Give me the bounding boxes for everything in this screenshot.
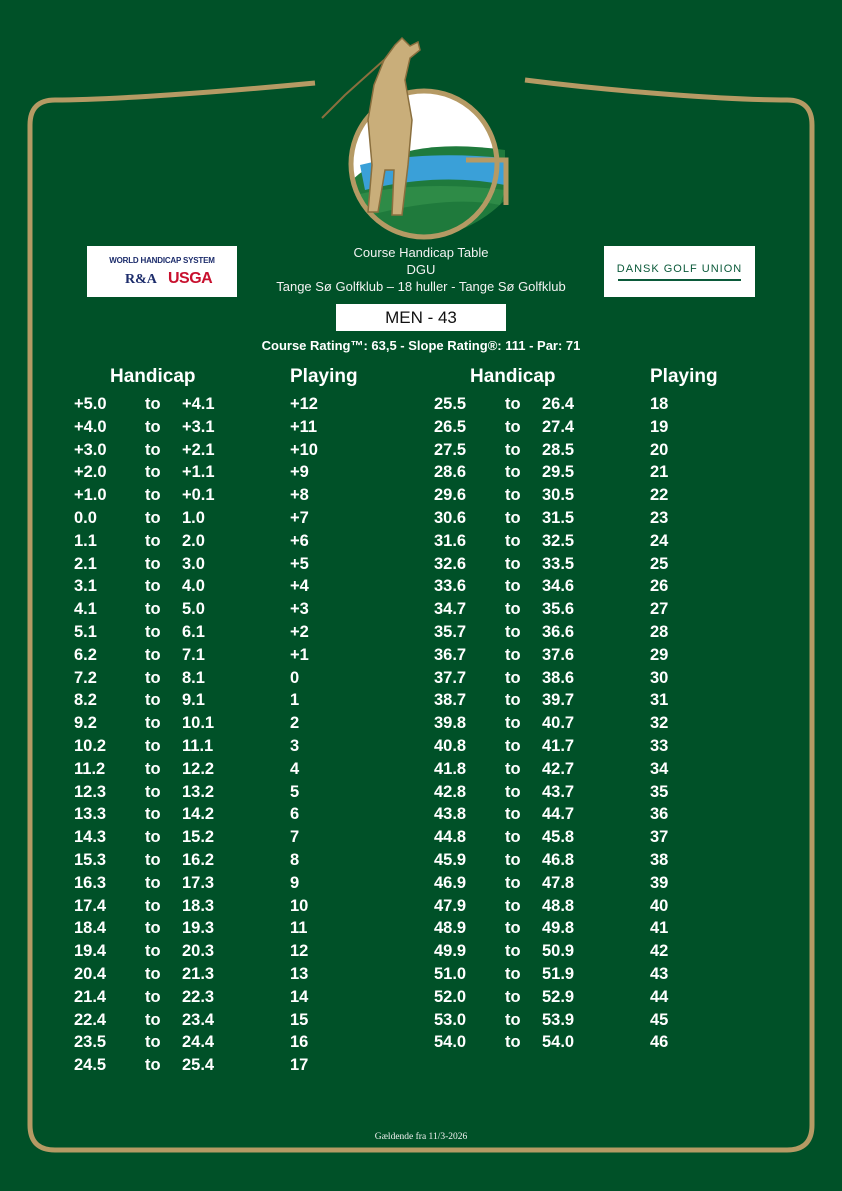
handicap-to: 15.2 [182, 828, 215, 847]
handicap-to: 39.7 [542, 691, 575, 710]
playing-handicap: +11 [290, 417, 318, 436]
playing-handicap: 12 [290, 942, 309, 961]
to-label: to [505, 1033, 521, 1052]
handicap-to: 46.8 [542, 851, 575, 869]
to-label: to [145, 919, 161, 938]
playing-handicap: 30 [650, 668, 669, 687]
to-label: to [505, 623, 521, 641]
playing-handicap: 6 [290, 805, 300, 824]
to-label: to [505, 737, 521, 755]
to-label: to [505, 942, 521, 961]
playing-handicap: 31 [650, 691, 669, 710]
handicap-to: 17.3 [182, 873, 215, 892]
handicap-from: 53.0 [434, 1010, 467, 1029]
playing-handicap: 0 [290, 668, 300, 687]
table-title: Course Handicap Table [353, 245, 489, 260]
playing-handicap: 1 [290, 691, 300, 710]
handicap-from: 17.4 [74, 896, 107, 915]
to-label: to [505, 873, 521, 892]
to-label: to [505, 554, 521, 573]
playing-handicap: 43 [650, 965, 669, 983]
handicap-from: 7.2 [74, 668, 97, 687]
handicap-to: 9.1 [182, 691, 205, 710]
handicap-to: 14.2 [182, 805, 215, 824]
handicap-to: 48.8 [542, 896, 575, 915]
to-label: to [505, 782, 521, 801]
course-name: Tange Sø Golfklub – 18 huller - Tange Sø Golfklub [276, 279, 566, 294]
handicap-from: 48.9 [434, 919, 467, 938]
handicap-from: 44.8 [434, 828, 467, 847]
handicap-from: +2.0 [74, 463, 107, 482]
handicap-to: 38.6 [542, 668, 575, 687]
handicap-from: 12.3 [74, 782, 107, 801]
to-label: to [505, 965, 521, 983]
handicap-to: 43.7 [542, 782, 575, 801]
handicap-to: 13.2 [182, 782, 215, 801]
playing-handicap: +10 [290, 440, 318, 459]
handicap-from: 9.2 [74, 714, 97, 733]
playing-handicap: 20 [650, 440, 669, 459]
handicap-to: 51.9 [542, 965, 575, 983]
right-handicap-header: Handicap [470, 366, 556, 387]
handicap-from: 22.4 [74, 1010, 107, 1029]
handicap-to: 54.0 [542, 1033, 575, 1052]
handicap-to: 8.1 [182, 668, 205, 687]
handicap-from: 33.6 [434, 577, 467, 596]
handicap-from: 13.3 [74, 805, 107, 824]
handicap-to: 10.1 [182, 714, 215, 733]
to-label: to [145, 1033, 161, 1052]
handicap-from: 0.0 [74, 509, 97, 527]
to-label: to [505, 987, 521, 1006]
to-label: to [505, 645, 521, 664]
playing-handicap: 8 [290, 851, 300, 869]
handicap-to: 53.9 [542, 1010, 575, 1029]
to-label: to [505, 440, 521, 459]
handicap-from: 23.5 [74, 1033, 107, 1052]
handicap-to: 2.0 [182, 531, 205, 550]
handicap-from: 34.7 [434, 600, 467, 619]
handicap-to: 44.7 [542, 805, 575, 824]
tee-badge: MEN - 43 [336, 304, 506, 331]
handicap-from: 5.1 [74, 623, 97, 641]
golfer-logo-icon [322, 38, 506, 237]
playing-handicap: 46 [650, 1033, 669, 1052]
playing-handicap: 25 [650, 554, 669, 573]
handicap-from: 2.1 [74, 554, 97, 573]
world-handicap-system-logo [87, 246, 237, 297]
handicap-from: 51.0 [434, 965, 467, 983]
to-label: to [145, 873, 161, 892]
playing-handicap: 18 [650, 395, 669, 413]
handicap-from: 20.4 [74, 965, 107, 983]
to-label: to [145, 554, 161, 573]
to-label: to [505, 919, 521, 938]
playing-handicap: 11 [290, 919, 308, 938]
to-label: to [505, 395, 521, 413]
handicap-to: 6.1 [182, 623, 205, 641]
handicap-from: 11.2 [74, 759, 106, 778]
handicap-to: +3.1 [182, 417, 215, 436]
handicap-from: 37.7 [434, 668, 467, 687]
handicap-from: 40.8 [434, 737, 467, 755]
handicap-from: 25.5 [434, 395, 467, 413]
playing-handicap: 21 [650, 463, 669, 482]
to-label: to [145, 691, 161, 710]
handicap-from: 31.6 [434, 531, 467, 550]
handicap-to: +0.1 [182, 486, 215, 505]
handicap-to: 28.5 [542, 440, 575, 459]
to-label: to [145, 417, 161, 436]
usga-logo-text: USGA [168, 270, 213, 287]
playing-handicap: 28 [650, 623, 669, 641]
handicap-to: 30.5 [542, 486, 575, 505]
playing-handicap: +2 [290, 623, 309, 641]
handicap-to: 31.5 [542, 509, 575, 527]
handicap-from: 28.6 [434, 463, 467, 482]
handicap-from: 26.5 [434, 417, 467, 436]
handicap-to: 18.3 [182, 896, 215, 915]
handicap-to: 16.2 [182, 851, 215, 869]
to-label: to [505, 714, 521, 733]
playing-handicap: 5 [290, 782, 300, 801]
playing-handicap: 36 [650, 805, 669, 824]
playing-handicap: 37 [650, 828, 669, 847]
handicap-to: 41.7 [542, 737, 575, 755]
playing-handicap: 22 [650, 486, 669, 505]
playing-handicap: 38 [650, 851, 669, 869]
playing-handicap: 23 [650, 509, 669, 527]
handicap-to: 34.6 [542, 577, 575, 596]
handicap-from: 3.1 [74, 577, 97, 596]
to-label: to [505, 509, 521, 527]
handicap-to: 37.6 [542, 645, 575, 664]
handicap-to: 49.8 [542, 919, 575, 938]
handicap-from: 19.4 [74, 942, 107, 961]
handicap-to: 27.4 [542, 417, 575, 436]
handicap-to: 52.9 [542, 987, 575, 1006]
to-label: to [505, 851, 521, 869]
playing-handicap: 2 [290, 714, 300, 733]
to-label: to [505, 577, 521, 596]
playing-handicap: 17 [290, 1056, 309, 1075]
to-label: to [145, 668, 161, 687]
handicap-from: 16.3 [74, 873, 107, 892]
playing-handicap: 29 [650, 645, 669, 664]
to-label: to [505, 486, 521, 505]
handicap-from: 30.6 [434, 509, 467, 527]
to-label: to [145, 645, 161, 664]
playing-handicap: +8 [290, 486, 309, 505]
to-label: to [505, 896, 521, 915]
to-label: to [145, 851, 161, 869]
handicap-from: 8.2 [74, 691, 97, 710]
ra-logo-text: R&A [125, 272, 157, 287]
handicap-from: +5.0 [74, 395, 107, 413]
to-label: to [145, 463, 161, 482]
to-label: to [145, 486, 161, 505]
handicap-from: 4.1 [74, 600, 97, 619]
to-label: to [145, 965, 161, 983]
handicap-to: 32.5 [542, 531, 575, 550]
to-label: to [145, 1010, 161, 1029]
handicap-to: 22.3 [182, 987, 215, 1006]
playing-handicap: 19 [650, 417, 669, 436]
playing-handicap: 45 [650, 1010, 669, 1029]
handicap-to: 35.6 [542, 600, 575, 619]
playing-handicap: 24 [650, 531, 669, 550]
playing-handicap: 7 [290, 828, 300, 847]
handicap-from: 18.4 [74, 919, 107, 938]
handicap-from: 15.3 [74, 851, 107, 869]
valid-from-footer: Gældende fra 11/3-2026 [374, 1132, 468, 1142]
handicap-from: 29.6 [434, 486, 467, 505]
to-label: to [505, 805, 521, 824]
handicap-from: 41.8 [434, 759, 467, 778]
to-label: to [145, 759, 161, 778]
playing-handicap: 32 [650, 714, 669, 733]
to-label: to [505, 759, 521, 778]
handicap-from: +4.0 [74, 417, 107, 436]
to-label: to [505, 1010, 521, 1029]
to-label: to [145, 1056, 161, 1075]
to-label: to [505, 668, 521, 687]
handicap-from: 24.5 [74, 1056, 107, 1075]
playing-handicap: +4 [290, 577, 309, 596]
handicap-to: 40.7 [542, 714, 575, 733]
handicap-to: +1.1 [182, 463, 215, 482]
handicap-to: 3.0 [182, 554, 205, 573]
handicap-from: 6.2 [74, 645, 97, 664]
to-label: to [145, 828, 161, 847]
to-label: to [505, 600, 521, 619]
playing-handicap: 13 [290, 965, 309, 983]
playing-handicap: 33 [650, 737, 669, 755]
playing-handicap: 9 [290, 873, 300, 892]
to-label: to [145, 509, 161, 527]
handicap-from: 14.3 [74, 828, 107, 847]
playing-handicap: 4 [290, 759, 300, 778]
handicap-to: 45.8 [542, 828, 575, 847]
left-handicap-header: Handicap [110, 366, 196, 387]
to-label: to [145, 440, 161, 459]
to-label: to [505, 828, 521, 847]
playing-handicap: 3 [290, 737, 300, 755]
playing-handicap: 14 [290, 987, 309, 1006]
organization-name: DGU [406, 262, 436, 277]
to-label: to [145, 577, 161, 596]
playing-handicap: +9 [290, 463, 309, 482]
handicap-from: 45.9 [434, 851, 467, 869]
playing-handicap: +7 [290, 509, 309, 527]
to-label: to [505, 531, 521, 550]
handicap-from: 39.8 [434, 714, 467, 733]
handicap-to: 42.7 [542, 759, 575, 778]
to-label: to [505, 417, 521, 436]
to-label: to [145, 782, 161, 801]
playing-handicap: +6 [290, 531, 309, 550]
handicap-to: 36.6 [542, 623, 575, 641]
playing-handicap: 35 [650, 782, 669, 801]
handicap-to: 24.4 [182, 1033, 215, 1052]
handicap-from: 38.7 [434, 691, 467, 710]
playing-handicap: +1 [290, 645, 309, 664]
handicap-from: 32.6 [434, 554, 467, 573]
handicap-to: 12.2 [182, 759, 215, 778]
handicap-to: 19.3 [182, 919, 215, 938]
handicap-to: 20.3 [182, 942, 215, 961]
handicap-to: 11.1 [182, 737, 214, 755]
handicap-to: 21.3 [182, 965, 215, 983]
handicap-from: 47.9 [434, 896, 467, 915]
right-playing-header: Playing [650, 366, 718, 387]
handicap-from: 43.8 [434, 805, 467, 824]
course-rating-line: Course Rating™: 63,5 - Slope Rating®: 111 - Par: 71 [261, 338, 581, 353]
left-playing-header: Playing [290, 366, 358, 387]
handicap-from: 49.9 [434, 942, 467, 961]
handicap-to: 4.0 [182, 577, 205, 596]
handicap-from: 42.8 [434, 782, 467, 801]
handicap-from: 52.0 [434, 987, 467, 1006]
playing-handicap: 40 [650, 896, 669, 915]
handicap-to: 5.0 [182, 600, 205, 619]
handicap-from: 27.5 [434, 440, 467, 459]
to-label: to [145, 714, 161, 733]
playing-handicap: +3 [290, 600, 309, 619]
to-label: to [505, 691, 521, 710]
to-label: to [145, 737, 161, 755]
to-label: to [145, 395, 161, 413]
to-label: to [145, 805, 161, 824]
playing-handicap: 42 [650, 942, 669, 961]
handicap-from: 46.9 [434, 873, 467, 892]
handicap-to: +4.1 [182, 395, 215, 413]
to-label: to [505, 463, 521, 482]
handicap-to: 47.8 [542, 873, 575, 892]
handicap-to: 23.4 [182, 1010, 215, 1029]
playing-handicap: 34 [650, 759, 669, 778]
handicap-to: 25.4 [182, 1056, 215, 1075]
to-label: to [145, 623, 161, 641]
playing-handicap: +12 [290, 395, 318, 413]
to-label: to [145, 942, 161, 961]
handicap-from: 36.7 [434, 645, 467, 664]
playing-handicap: 27 [650, 600, 669, 619]
playing-handicap: 39 [650, 873, 669, 892]
handicap-from: 10.2 [74, 737, 107, 755]
handicap-from: 54.0 [434, 1033, 467, 1052]
playing-handicap: +5 [290, 554, 309, 573]
handicap-to: 1.0 [182, 509, 205, 527]
to-label: to [145, 600, 161, 619]
handicap-from: 21.4 [74, 987, 107, 1006]
playing-handicap: 44 [650, 987, 669, 1006]
dansk-golf-union-logo [604, 246, 755, 297]
handicap-from: 35.7 [434, 623, 467, 641]
dgu-logo-text: DANSK GOLF UNION [616, 263, 743, 275]
to-label: to [145, 896, 161, 915]
dgu-logo-underline [618, 279, 741, 281]
handicap-to: +2.1 [182, 440, 215, 459]
handicap-to: 33.5 [542, 554, 575, 573]
handicap-from: 1.1 [74, 531, 97, 550]
playing-handicap: 41 [650, 919, 669, 938]
playing-handicap: 16 [290, 1033, 309, 1052]
handicap-to: 7.1 [182, 645, 205, 664]
handicap-to: 50.9 [542, 942, 575, 961]
playing-handicap: 15 [290, 1010, 309, 1029]
whs-logo-text: WORLD HANDICAP SYSTEM [109, 256, 215, 265]
handicap-from: +3.0 [74, 440, 107, 459]
to-label: to [145, 987, 161, 1006]
handicap-to: 29.5 [542, 463, 575, 482]
handicap-to: 26.4 [542, 395, 575, 413]
playing-handicap: 10 [290, 896, 309, 915]
playing-handicap: 26 [650, 577, 669, 596]
to-label: to [145, 531, 161, 550]
handicap-from: +1.0 [74, 486, 107, 505]
